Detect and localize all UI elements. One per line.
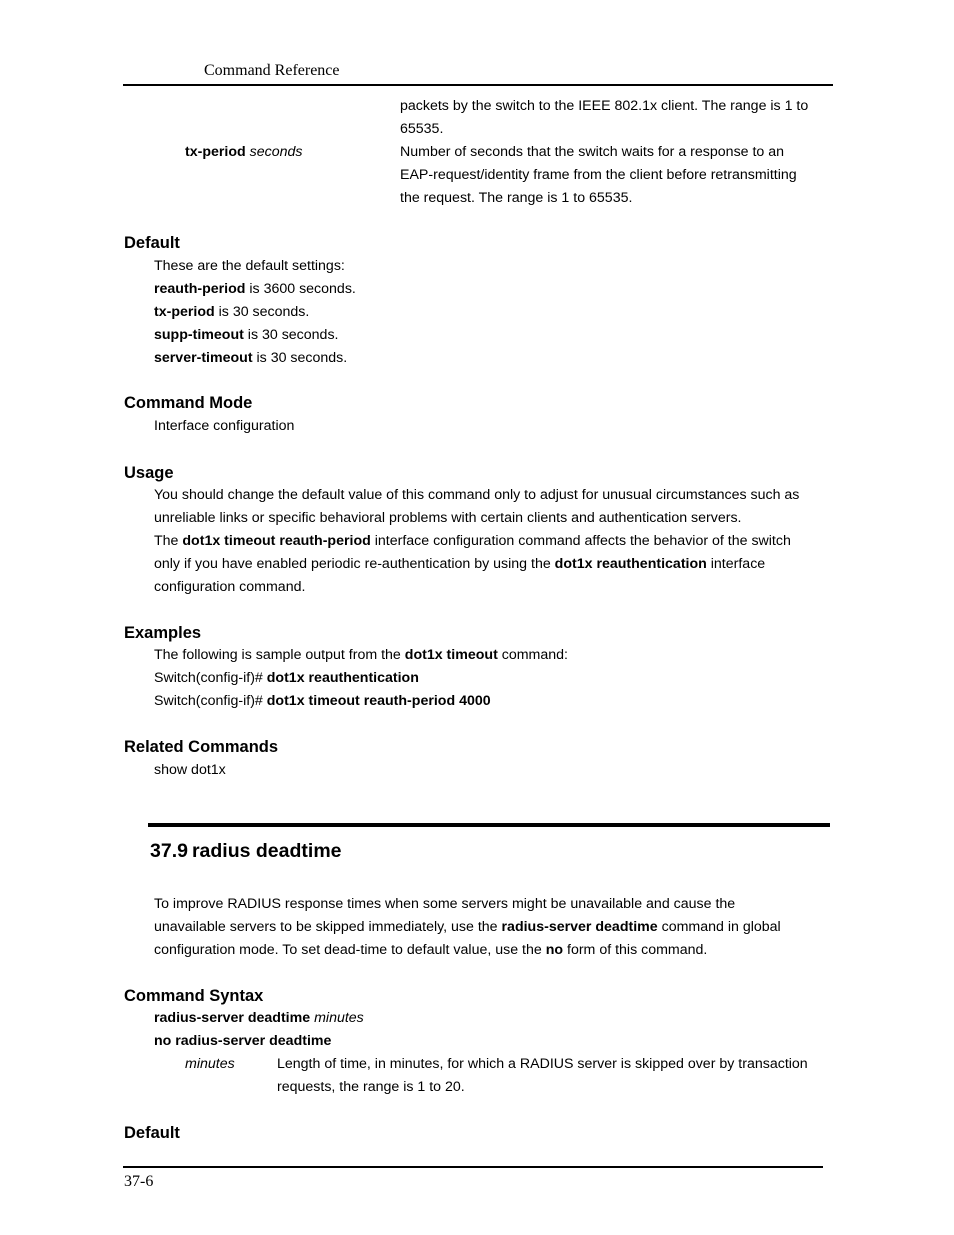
default-settings <box>154 255 356 370</box>
default-key: tx-period <box>154 304 215 320</box>
usage-command: dot1x timeout reauth-period <box>182 533 371 549</box>
command-mode-text: Interface configuration <box>154 418 295 434</box>
syntax-command: radius-server deadtime <box>154 1010 311 1026</box>
intro-line <box>154 939 781 962</box>
intro-command: no <box>545 942 564 958</box>
intro-text-run: command in global <box>657 919 781 935</box>
usage-line: unreliable links or specific behavioral problems with certain clients and authentication servers. <box>154 510 742 526</box>
examples-command: dot1x timeout <box>404 647 498 663</box>
usage-command: dot1x reauthentication <box>554 556 707 572</box>
examples-intro <box>154 644 568 667</box>
intro-text-run: unavailable servers to be skipped immediately, use the <box>154 919 502 935</box>
footer-rule <box>123 1166 823 1168</box>
usage-text-run: interface <box>706 556 766 572</box>
param-desc-line: EAP-request/identity frame from the client before retransmitting <box>400 167 797 183</box>
usage-line: You should change the default value of this command only to adjust for unusual circumstances such as <box>154 487 800 503</box>
header-rule <box>123 84 833 86</box>
default-item <box>154 324 356 347</box>
default-item <box>154 301 356 324</box>
usage-text <box>154 484 799 599</box>
param-desc-line: the request. The range is 1 to 65535. <box>400 190 633 206</box>
section-heading-command-syntax: Command Syntax <box>124 987 264 1005</box>
default-key: reauth-period <box>154 281 246 297</box>
example-line <box>154 667 568 690</box>
param-desc-tx-period <box>400 141 797 210</box>
param-desc-line: requests, the range is 1 to 20. <box>277 1079 465 1095</box>
param-desc-line: packets by the switch to the IEEE 802.1x client. The range is 1 to <box>400 98 809 114</box>
intro-line <box>154 916 781 939</box>
syntax-param-desc <box>277 1053 808 1099</box>
intro-command: radius-server deadtime <box>501 919 658 935</box>
default-key: server-timeout <box>154 350 253 366</box>
param-desc-continued <box>400 95 808 141</box>
section-heading-default: Default <box>124 234 180 252</box>
param-name-tx-period <box>185 141 303 164</box>
usage-text-run: interface configuration command affects the behavior of the switch <box>370 533 791 549</box>
page-number: 37-6 <box>124 1173 154 1190</box>
examples-text-run: The following is sample output from the <box>154 647 405 663</box>
intro-text-run: configuration mode. To set dead-time to default value, use the <box>154 942 546 958</box>
param-desc-line: 65535. <box>400 121 444 137</box>
param-desc-line: Number of seconds that the switch waits for a response to an <box>400 144 785 160</box>
section-heading-command-mode: Command Mode <box>124 394 253 412</box>
chapter-heading <box>150 840 342 863</box>
examples-text <box>154 644 568 713</box>
chapter-number: 37.9 <box>150 840 188 862</box>
intro-line: To improve RADIUS response times when some servers might be unavailable and cause the <box>154 896 736 912</box>
default-key: supp-timeout <box>154 327 244 343</box>
section-heading-examples: Examples <box>124 624 202 642</box>
cli-command: dot1x timeout reauth-period 4000 <box>266 693 491 709</box>
syntax-param-name <box>185 1053 235 1076</box>
default-value: is 30 seconds. <box>243 327 339 343</box>
chapter-rule <box>148 823 830 827</box>
cli-command: dot1x reauthentication <box>266 670 419 686</box>
default-value: is 3600 seconds. <box>245 281 356 297</box>
default-item <box>154 347 356 370</box>
cli-prompt: Switch(config-if)# <box>154 693 267 709</box>
example-line <box>154 690 568 713</box>
usage-line: configuration command. <box>154 579 306 595</box>
running-header: Command Reference <box>204 62 340 79</box>
section-heading-usage: Usage <box>124 464 174 482</box>
param-arg: minutes <box>185 1056 235 1072</box>
usage-text-run: The <box>154 533 183 549</box>
section-heading-related-commands: Related Commands <box>124 738 279 756</box>
examples-text-run: command: <box>497 647 568 663</box>
param-keyword: tx-period <box>185 144 246 160</box>
usage-line <box>154 530 799 553</box>
syntax-no-command: no radius-server deadtime <box>154 1033 332 1049</box>
default-intro: These are the default settings: <box>154 258 345 274</box>
command-syntax <box>154 1007 364 1053</box>
default-item <box>154 278 356 301</box>
default-value: is 30 seconds. <box>214 304 310 320</box>
param-arg: seconds <box>249 144 303 160</box>
syntax-arg: minutes <box>314 1010 364 1026</box>
param-desc-line: Length of time, in minutes, for which a RADIUS server is skipped over by transaction <box>277 1056 808 1072</box>
chapter-title: radius deadtime <box>191 840 342 862</box>
usage-line <box>154 553 799 576</box>
section-heading-default-2: Default <box>124 1124 180 1142</box>
cli-prompt: Switch(config-if)# <box>154 670 267 686</box>
intro-text-run: form of this command. <box>563 942 708 958</box>
chapter-intro <box>154 893 781 962</box>
related-command-text: show dot1x <box>154 762 226 778</box>
syntax-line <box>154 1007 364 1030</box>
default-value: is 30 seconds. <box>252 350 348 366</box>
syntax-line <box>154 1030 364 1053</box>
usage-text-run: only if you have enabled periodic re-authentication by using the <box>154 556 555 572</box>
